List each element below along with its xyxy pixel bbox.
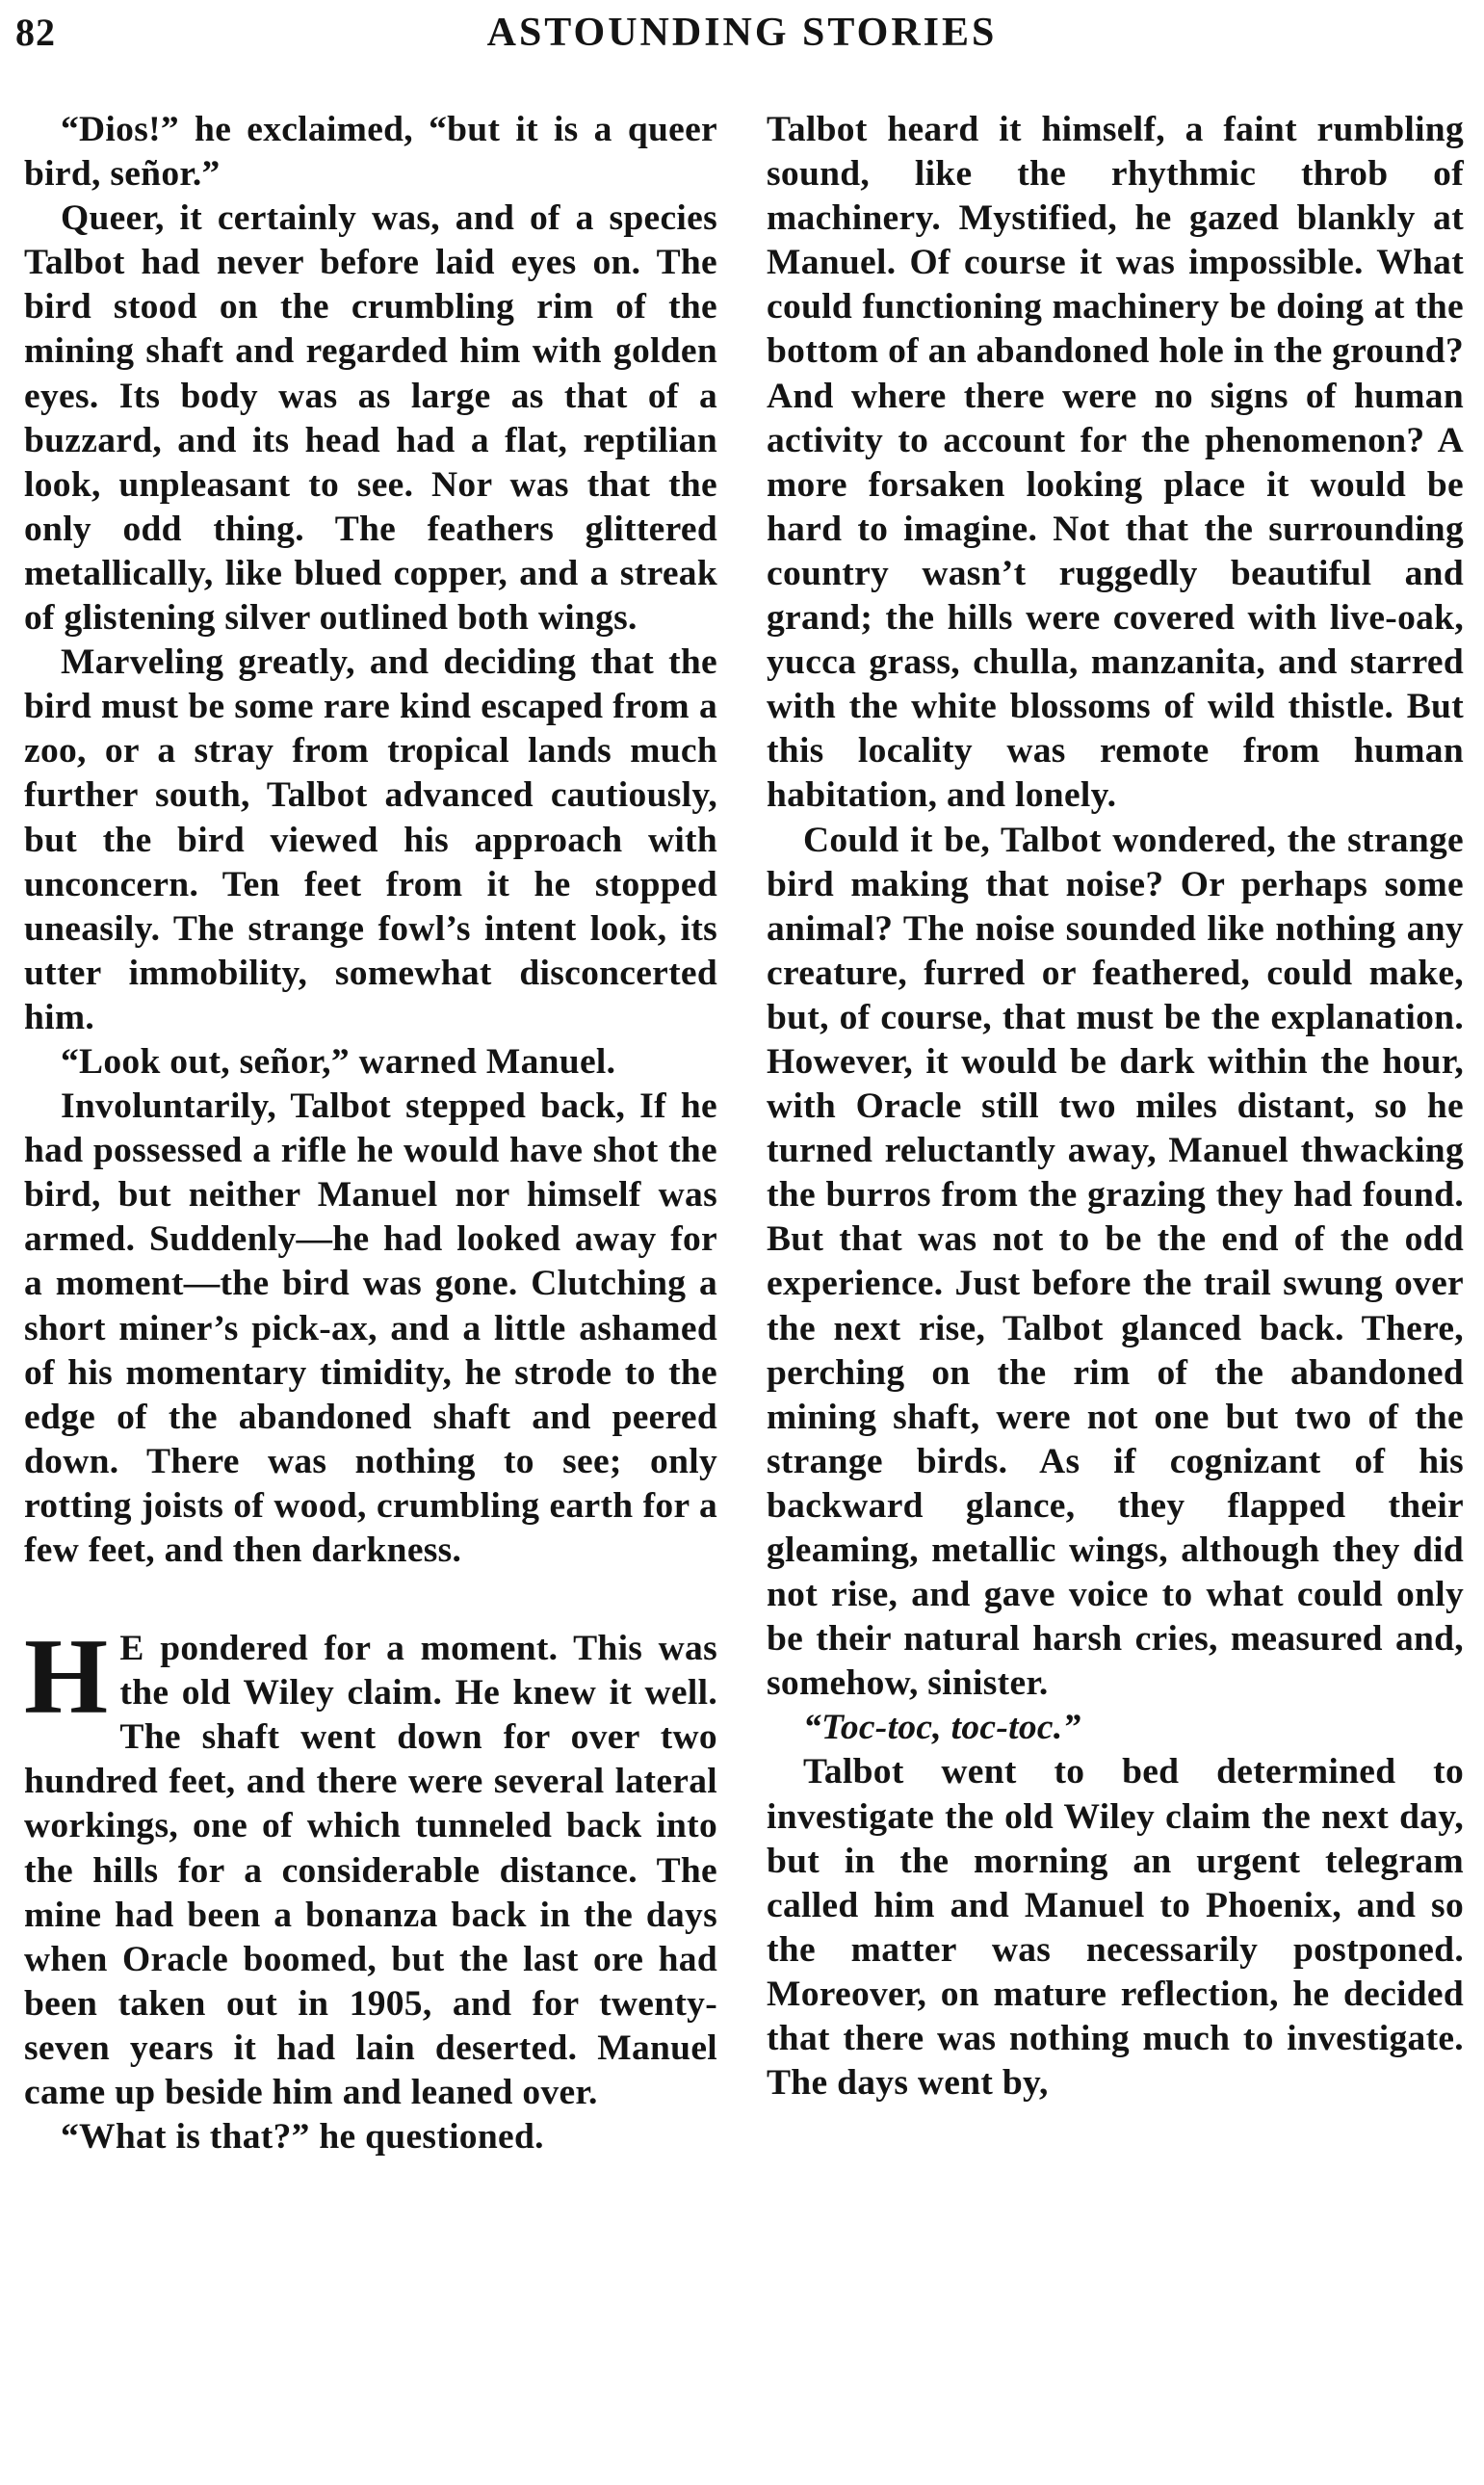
paragraph: “Toc-toc, toc-toc.” xyxy=(803,1708,1081,1748)
page-header xyxy=(0,10,1484,64)
paragraph: “What is that?” he questioned. xyxy=(61,2117,544,2158)
paragraph: “Dios!” he exclaimed, “but it is a queer bird, señor.” xyxy=(24,110,717,195)
paragraph: “Look out, señor,” warned Manuel. xyxy=(61,1041,616,1082)
paragraph: Involuntarily, Talbot stepped back, If he had possessed a rifle he would have shot the bird, but neither Manuel nor himself was armed. Suddenly—he had looked away for a moment—the bird was gone. Clutching a short miner’s pick-ax, and a little ashamed of his momentary timidity, he strode to the edge of the abandoned shaft and peered down. There was nothing to see; only rotting joists of wood, crumbling earth for a few feet, and then darkness. xyxy=(24,1086,717,1570)
paragraph-text: E pondered for a moment. This was the old Wiley claim. He knew it well. The shaft went down for over two hundred feet, and there were several lateral workings, one of which tunneled back into the hills for a considerable distance. The mine had been a bonanza back in the days when Oracle boomed, but the last ore had been taken out in 1905, and for twenty-seven years it had lain deserted. Manuel came up beside him and leaned over. xyxy=(24,1629,717,2113)
section-start-paragraph xyxy=(24,1617,717,2115)
right-column xyxy=(767,108,1464,2106)
paragraph: Queer, it certainly was, and of a species Talbot had never before laid eyes on. The bird stood on the crumbling rim of the mining shaft and regarded him with golden eyes. Its body was as large as that of a buzzard, and its head had a flat, reptilian look, unpleasant to see. Nor was that the only odd thing. The feathers glittered metallically, like blued copper, and a streak of glistening silver outlined both wings. xyxy=(24,198,717,639)
paragraph: Talbot heard it himself, a faint rumbling sound, like the rhythmic throb of machinery. Mystified, he gazed blankly at Manuel. Of course it was impossible. What could functioning machinery be doing at the bottom of an abandoned hole in the ground? And where there were no signs of human activity to account for the phenomenon? A more forsaken looking place it would be hard to imagine. Not that the surrounding country wasn’t ruggedly beautiful and grand; the hills were covered with live-oak, yucca grass, chulla, manzanita, and starred with the white blossoms of wild thistle. But this locality was remote from human habitation, and lonely. xyxy=(767,110,1464,816)
left-column xyxy=(24,108,717,2159)
magazine-title: ASTOUNDING STORIES xyxy=(486,11,998,55)
section-break xyxy=(24,1573,717,1627)
paragraph: Marveling greatly, and deciding that the bird must be some rare kind escaped from a zoo, or a stray from tropical lands much further south, Talbot advanced cautiously, but the bird viewed his approach with unconcern. Ten feet from it he stopped uneasily. The strange fowl’s intent look, its utter immobility, somewhat disconcerted him. xyxy=(24,642,717,1037)
paragraph: Talbot went to bed determined to investigate the old Wiley claim the next day, but in the morning an urgent telegram called him and Manuel to Phoenix, and so the matter was necessarily postponed. Moreover, on mature reflection, he decided that there was nothing much to investigate. The days went by, xyxy=(767,1752,1464,2104)
page-number: 82 xyxy=(15,11,56,54)
drop-cap: H xyxy=(24,1617,109,1738)
paragraph: Could it be, Talbot wondered, the strange bird making that noise? Or perhaps some animal? The noise sounded like nothing any creature, furred or feathered, could make, but, of course, that must be the explanation. However, it would be dark within the hour, with Oracle still two miles distant, so he turned reluctantly away, Manuel thwacking the burros from the grazing they had found. But that was not to be the end of the odd experience. Just before the trail swung over the next rise, Talbot glanced back. There, perching on the rim of the abandoned mining shaft, were not one but two of the strange birds. As if cognizant of his backward glance, they flapped their gleaming, metallic wings, although they did not rise, and gave voice to what could only be their natural harsh cries, measured and, somehow, sinister. xyxy=(767,820,1464,1704)
